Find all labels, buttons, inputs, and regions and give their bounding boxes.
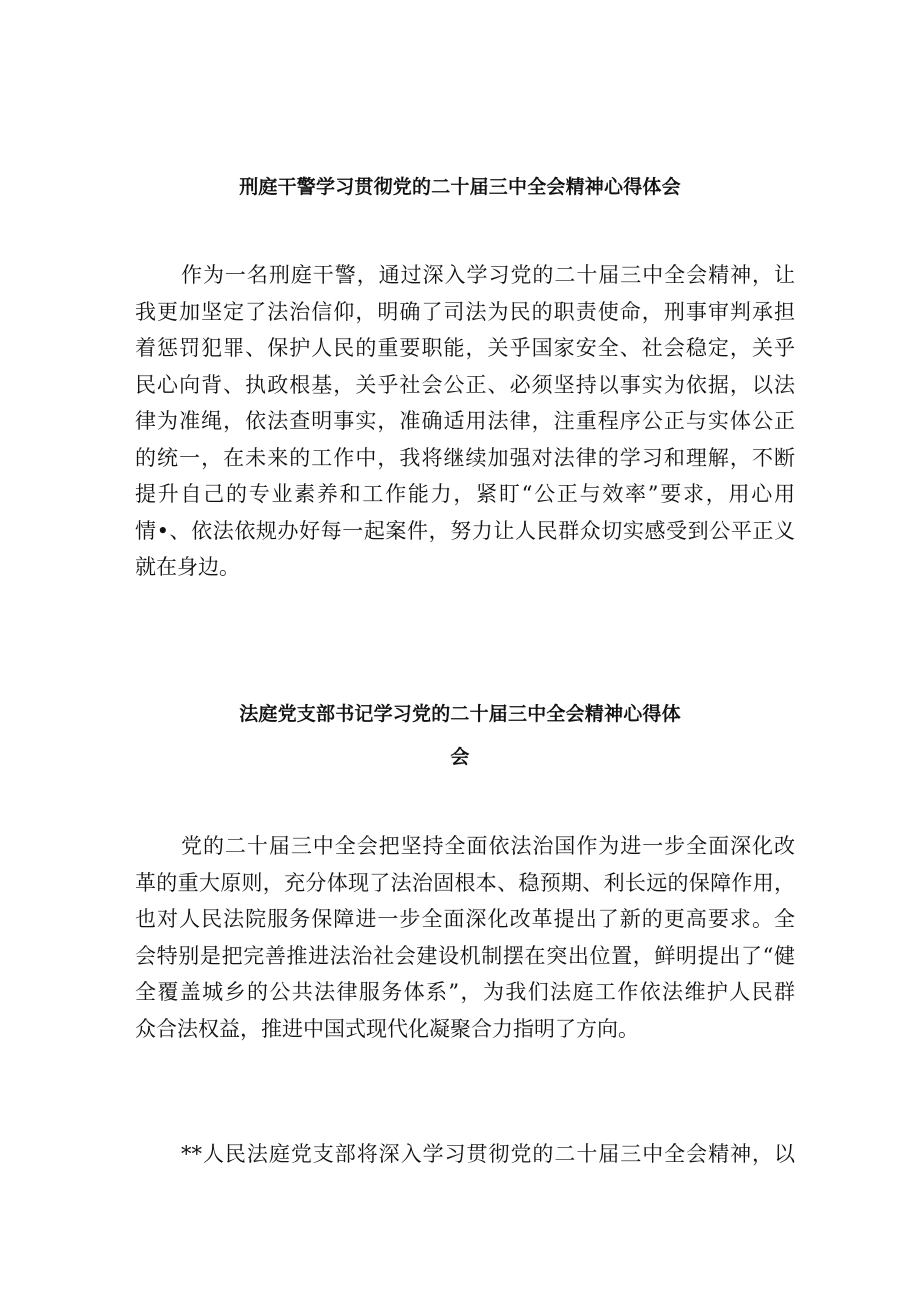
paragraph-line: 的统一，在未来的工作中，我将继续加强对法律的学习和理解，不断 (135, 445, 795, 470)
section2-title-line2: 会 (450, 746, 470, 768)
section1-paragraph (135, 257, 795, 586)
paragraph-line: 律为准绳，依法查明事实，准确适用法律，注重程序公正与实体公正 (135, 409, 795, 433)
paragraph-line: 情•、依法依规办好每一起案件，努力让人民群众切实感受到公平正义 (135, 518, 795, 543)
paragraph-line: 作为一名刑庭干警，通过深入学习党的二十届三中全会精神，让 (181, 263, 795, 287)
section1-title: 刑庭干警学习贯彻党的二十届三中全会精神心得体会 (239, 176, 681, 198)
section2-title-line1: 法庭党支部书记学习党的二十届三中全会精神心得体 (239, 703, 681, 725)
paragraph-line: 着惩罚犯罪、保护人民的重要职能，关乎国家安全、社会稳定，关乎 (135, 336, 795, 360)
paragraph-line: 也对人民法院服务保障进一步全面深化改革提出了新的更高要求。全 (135, 907, 795, 931)
paragraph-line: 就在身边。 (135, 555, 240, 579)
section2-paragraph-1 (135, 828, 795, 1047)
paragraph-line: 会特别是把完善推进法治社会建设机制摆在突出位置，鲜明提出了“健 (135, 943, 795, 968)
paragraph-line: 革的重大原则，充分体现了法治固根本、稳预期、利长远的保障作用， (135, 870, 795, 895)
paragraph-line: 党的二十届三中全会把坚持全面依法治国作为进一步全面深化改 (181, 834, 795, 858)
section2-paragraph-2 (135, 1136, 795, 1173)
paragraph-line: 提升自己的专业素养和工作能力，紧盯“公正与效率”要求，用心用 (135, 482, 795, 506)
paragraph-line: 众合法权益，推进中国式现代化凝聚合力指明了方向。 (135, 1016, 639, 1041)
paragraph-line: 我更加坚定了法治信仰，明确了司法为民的职责使命，刑事审判承担 (135, 299, 795, 324)
paragraph-line: **人民法庭党支部将深入学习贯彻党的二十届三中全会精神，以 (181, 1142, 795, 1166)
paragraph-line: 全覆盖城乡的公共法律服务体系”，为我们法庭工作依法维护人民群 (135, 980, 795, 1004)
paragraph-line: 民心向背、执政根基，关乎社会公正、必须坚持以事实为依据，以法 (135, 372, 795, 397)
